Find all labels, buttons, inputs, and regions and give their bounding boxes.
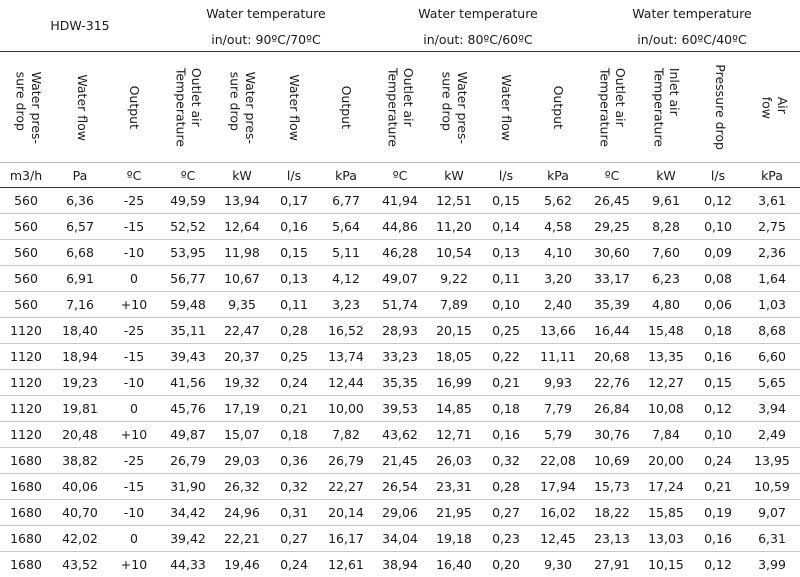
table-cell: 34,04 [372,526,428,552]
table-cell: 9,35 [216,292,268,318]
table-cell: 13,95 [744,448,800,474]
table-row [0,240,800,266]
table-cell: 29,06 [372,500,428,526]
table-cell: 30,76 [584,422,640,448]
table-cell: 560 [0,214,52,240]
table-cell: 0,18 [692,318,744,344]
table-cell: 20,14 [320,500,372,526]
table-cell: 0,10 [692,214,744,240]
unit-cell: ºC [160,163,216,188]
table-cell: 0,15 [692,370,744,396]
column-header [160,52,216,163]
table-row [0,266,800,292]
table-cell: 1120 [0,318,52,344]
unit-cell: kW [640,163,692,188]
table-cell: 6,91 [52,266,108,292]
unit-cell: kPa [744,163,800,188]
table-cell: 5,62 [532,188,584,214]
table-cell: 20,48 [52,422,108,448]
table-cell: 16,40 [428,552,480,577]
table-cell: 0,09 [692,240,744,266]
unit-cell: kW [216,163,268,188]
table-cell: 0,10 [692,422,744,448]
unit-cell: Pa [52,163,108,188]
table-cell: 0,10 [480,292,532,318]
column-header-label: Water flow [498,74,514,141]
table-cell: 1,03 [744,292,800,318]
table-cell: +10 [108,552,160,577]
table-cell: 560 [0,188,52,214]
column-header-label: Outlet air Temperature [384,67,415,146]
table-cell: -15 [108,214,160,240]
column-header [480,52,532,163]
table-cell: 20,37 [216,344,268,370]
table-row [0,370,800,396]
table-cell: 7,16 [52,292,108,318]
table-cell: 12,44 [320,370,372,396]
table-cell: 22,08 [532,448,584,474]
table-cell: 8,68 [744,318,800,344]
table-cell: 12,45 [532,526,584,552]
table-cell: 53,95 [160,240,216,266]
table-row [0,318,800,344]
table-cell: 0,24 [268,370,320,396]
table-cell: 16,44 [584,318,640,344]
table-row [0,422,800,448]
table-cell: 0,18 [480,396,532,422]
table-cell: 7,82 [320,422,372,448]
table-cell: 0,12 [692,188,744,214]
column-header [532,52,584,163]
column-header-row [0,52,800,163]
table-cell: 0,17 [268,188,320,214]
table-cell: 9,22 [428,266,480,292]
column-header [372,52,428,163]
table-cell: 0,16 [268,214,320,240]
table-row [0,500,800,526]
table-cell: 1680 [0,448,52,474]
table-cell: 18,40 [52,318,108,344]
unit-cell: l/s [268,163,320,188]
table-cell: 7,60 [640,240,692,266]
unit-cell: ºC [372,163,428,188]
table-cell: 49,07 [372,266,428,292]
table-cell: 0,16 [692,526,744,552]
column-header [56,52,108,163]
table-cell: 23,31 [428,474,480,500]
table-row [0,214,800,240]
table-cell: 7,79 [532,396,584,422]
table-cell: 6,68 [52,240,108,266]
group-3-subtitle: in/out: 60ºC/40ºC [584,27,800,52]
column-header [320,52,372,163]
table-cell: 6,57 [52,214,108,240]
table-cell: 38,82 [52,448,108,474]
table-cell: 21,95 [428,500,480,526]
table-cell: 4,80 [640,292,692,318]
table-cell: 34,42 [160,500,216,526]
group-1-subtitle: in/out: 90ºC/70ºC [160,27,372,52]
table-cell: 4,58 [532,214,584,240]
table-cell: 2,36 [744,240,800,266]
table-cell: 12,61 [320,552,372,577]
table-cell: 15,73 [584,474,640,500]
table-cell: 0,32 [268,474,320,500]
table-cell: 0,12 [692,396,744,422]
table-cell: 0,15 [480,188,532,214]
table-cell: 0,08 [692,266,744,292]
table-cell: 0,21 [268,396,320,422]
table-cell: 17,24 [640,474,692,500]
table-cell: 20,15 [428,318,480,344]
table-cell: 26,79 [160,448,216,474]
unit-cell: m3/h [0,163,52,188]
table-cell: 2,49 [744,422,800,448]
column-header [428,52,480,163]
table-cell: 39,53 [372,396,428,422]
table-cell: 7,89 [428,292,480,318]
table-cell: 39,42 [160,526,216,552]
group-2-title: Water temperature [372,0,584,27]
table-cell: 39,43 [160,344,216,370]
table-cell: 9,61 [640,188,692,214]
column-header [268,52,320,163]
table-cell: 1120 [0,344,52,370]
column-header [640,52,692,163]
table-cell: 0,27 [268,526,320,552]
table-cell: 0,31 [268,500,320,526]
table-cell: 49,87 [160,422,216,448]
table-cell: 13,03 [640,526,692,552]
table-cell: 24,96 [216,500,268,526]
group-1-title: Water temperature [160,0,372,27]
column-header [0,52,56,163]
table-row [0,292,800,318]
table-cell: -25 [108,188,160,214]
table-cell: 19,32 [216,370,268,396]
table-cell: 26,79 [320,448,372,474]
table-cell: 22,47 [216,318,268,344]
table-cell: 5,64 [320,214,372,240]
column-header-label: Air fow [758,96,789,118]
table-cell: 10,54 [428,240,480,266]
table-cell: 0,15 [268,240,320,266]
table-cell: 0 [108,266,160,292]
table-cell: 15,07 [216,422,268,448]
unit-cell: kPa [532,163,584,188]
table-cell: 26,84 [584,396,640,422]
model-name: HDW-315 [0,0,160,52]
table-cell: 0,24 [692,448,744,474]
table-cell: 17,19 [216,396,268,422]
table-cell: 26,45 [584,188,640,214]
table-cell: 12,64 [216,214,268,240]
column-header-label: Outlet air Temperature [172,67,203,146]
table-cell: 0,13 [480,240,532,266]
table-cell: 1120 [0,370,52,396]
table-cell: +10 [108,422,160,448]
table-cell: 56,77 [160,266,216,292]
table-cell: 10,00 [320,396,372,422]
table-cell: 40,70 [52,500,108,526]
unit-cell: kPa [320,163,372,188]
table-cell: 11,11 [532,344,584,370]
table-cell: 0,06 [692,292,744,318]
table-cell: +10 [108,292,160,318]
table-cell: 10,69 [584,448,640,474]
table-cell: 22,21 [216,526,268,552]
table-cell: 1680 [0,474,52,500]
column-header-label: Output [338,85,354,128]
table-cell: 10,08 [640,396,692,422]
table-cell: 0,25 [480,318,532,344]
table-cell: 31,90 [160,474,216,500]
table-cell: 0,32 [480,448,532,474]
column-header [108,52,160,163]
unit-cell: kW [428,163,480,188]
table-cell: 33,17 [584,266,640,292]
table-cell: 16,99 [428,370,480,396]
table-cell: 0,25 [268,344,320,370]
table-row [0,344,800,370]
column-header-label: Water pres- sure drop [226,71,257,143]
table-cell: 0,11 [268,292,320,318]
table-cell: 26,32 [216,474,268,500]
table-cell: 0 [108,396,160,422]
table-cell: 17,94 [532,474,584,500]
table-cell: 8,28 [640,214,692,240]
table-cell: 38,94 [372,552,428,577]
table-cell: 13,94 [216,188,268,214]
table-cell: 19,81 [52,396,108,422]
table-cell: 20,68 [584,344,640,370]
table-cell: 6,77 [320,188,372,214]
table-cell: 2,40 [532,292,584,318]
table-cell: -10 [108,240,160,266]
table-cell: -25 [108,318,160,344]
table-cell: -10 [108,370,160,396]
table-cell: 16,02 [532,500,584,526]
table-cell: 3,99 [744,552,800,577]
table-cell: 10,15 [640,552,692,577]
table-cell: 35,11 [160,318,216,344]
table-cell: 0,28 [480,474,532,500]
table-cell: 29,25 [584,214,640,240]
table-cell: -15 [108,344,160,370]
table-cell: -10 [108,500,160,526]
table-cell: 5,65 [744,370,800,396]
table-cell: 43,62 [372,422,428,448]
column-header-label: Inlet air Temperature [650,67,681,146]
table-row [0,188,800,214]
table-cell: 29,03 [216,448,268,474]
table-cell: 9,93 [532,370,584,396]
table-cell: 1680 [0,500,52,526]
table-cell: 45,76 [160,396,216,422]
table-cell: 22,27 [320,474,372,500]
table-cell: 0,21 [692,474,744,500]
table-row [0,474,800,500]
table-cell: 3,20 [532,266,584,292]
table-cell: 9,07 [744,500,800,526]
table-cell: 6,36 [52,188,108,214]
column-header-label: Water pres- sure drop [438,71,469,143]
unit-cell: ºC [584,163,640,188]
table-cell: 0,19 [692,500,744,526]
table-cell: 18,05 [428,344,480,370]
table-cell: 19,18 [428,526,480,552]
table-cell: 1120 [0,396,52,422]
table-cell: -15 [108,474,160,500]
table-cell: 3,61 [744,188,800,214]
table-cell: 0,14 [480,214,532,240]
table-cell: 30,60 [584,240,640,266]
table-cell: 0,18 [268,422,320,448]
table-cell: 0 [108,526,160,552]
table-cell: 16,52 [320,318,372,344]
table-cell: 21,45 [372,448,428,474]
table-cell: 22,76 [584,370,640,396]
table-cell: 0,24 [268,552,320,577]
table-row [0,396,800,422]
column-header-label: Pressure drop [712,64,728,150]
column-header [748,52,800,163]
group-2-subtitle: in/out: 80ºC/60ºC [372,27,584,52]
units-row [0,163,800,188]
table-cell: 6,60 [744,344,800,370]
table-cell: 15,85 [640,500,692,526]
table-cell: 33,23 [372,344,428,370]
table-cell: 26,03 [428,448,480,474]
table-cell: 0,36 [268,448,320,474]
table-cell: -25 [108,448,160,474]
table-cell: 0,11 [480,266,532,292]
table-cell: 5,11 [320,240,372,266]
table-cell: 51,74 [372,292,428,318]
table-cell: 59,48 [160,292,216,318]
table-cell: 11,20 [428,214,480,240]
unit-cell: l/s [692,163,744,188]
table-cell: 14,85 [428,396,480,422]
table-cell: 26,54 [372,474,428,500]
table-cell: 1680 [0,552,52,577]
table-cell: 0,27 [480,500,532,526]
table-cell: 42,02 [52,526,108,552]
table-cell: 0,21 [480,370,532,396]
table-cell: 7,84 [640,422,692,448]
table-cell: 52,52 [160,214,216,240]
column-header-label: Water flow [286,74,302,141]
column-header-label: Output [550,85,566,128]
table-cell: 28,93 [372,318,428,344]
column-header [584,52,640,163]
table-cell: 5,79 [532,422,584,448]
table-cell: 1120 [0,422,52,448]
table-cell: 12,71 [428,422,480,448]
table-cell: 35,39 [584,292,640,318]
table-cell: 1,64 [744,266,800,292]
table-cell: 0,23 [480,526,532,552]
table-cell: 6,23 [640,266,692,292]
table-cell: 0,28 [268,318,320,344]
column-header-label: Output [126,85,142,128]
table-cell: 560 [0,292,52,318]
table-cell: 0,13 [268,266,320,292]
table-cell: 46,28 [372,240,428,266]
table-cell: 10,59 [744,474,800,500]
column-header [216,52,268,163]
table-cell: 560 [0,266,52,292]
table-cell: 20,00 [640,448,692,474]
table-cell: 41,56 [160,370,216,396]
table-cell: 3,23 [320,292,372,318]
table-cell: 0,12 [692,552,744,577]
column-header-label: Outlet air Temperature [596,67,627,146]
table-cell: 23,13 [584,526,640,552]
table-cell: 49,59 [160,188,216,214]
unit-cell: ºC [108,163,160,188]
table-cell: 13,35 [640,344,692,370]
table-cell: 0,16 [480,422,532,448]
table-cell: 19,23 [52,370,108,396]
table-cell: 1680 [0,526,52,552]
table-cell: 44,86 [372,214,428,240]
table-cell: 12,51 [428,188,480,214]
table-cell: 0,16 [692,344,744,370]
table-cell: 4,12 [320,266,372,292]
table-body [0,163,800,577]
table-cell: 41,94 [372,188,428,214]
table-row [0,552,800,577]
table-cell: 18,94 [52,344,108,370]
group-3-title: Water temperature [584,0,800,27]
table-row [0,448,800,474]
table-cell: 560 [0,240,52,266]
table-cell: 12,27 [640,370,692,396]
table-cell: 35,35 [372,370,428,396]
column-header [692,52,748,163]
table-cell: 40,06 [52,474,108,500]
table-cell: 9,30 [532,552,584,577]
table-cell: 2,75 [744,214,800,240]
table-cell: 13,66 [532,318,584,344]
table-cell: 0,20 [480,552,532,577]
table-cell: 0,22 [480,344,532,370]
table-cell: 4,10 [532,240,584,266]
table-cell: 19,46 [216,552,268,577]
table-cell: 27,91 [584,552,640,577]
table-cell: 15,48 [640,318,692,344]
table-cell: 44,33 [160,552,216,577]
table-cell: 16,17 [320,526,372,552]
table-cell: 10,67 [216,266,268,292]
table-cell: 3,94 [744,396,800,422]
table-cell: 43,52 [52,552,108,577]
table-cell: 18,22 [584,500,640,526]
table-cell: 13,74 [320,344,372,370]
table-cell: 6,31 [744,526,800,552]
column-header-label: Water flow [74,74,90,141]
unit-cell: l/s [480,163,532,188]
column-header-label: Water pres- sure drop [12,71,43,143]
table-row [0,526,800,552]
table-cell: 11,98 [216,240,268,266]
